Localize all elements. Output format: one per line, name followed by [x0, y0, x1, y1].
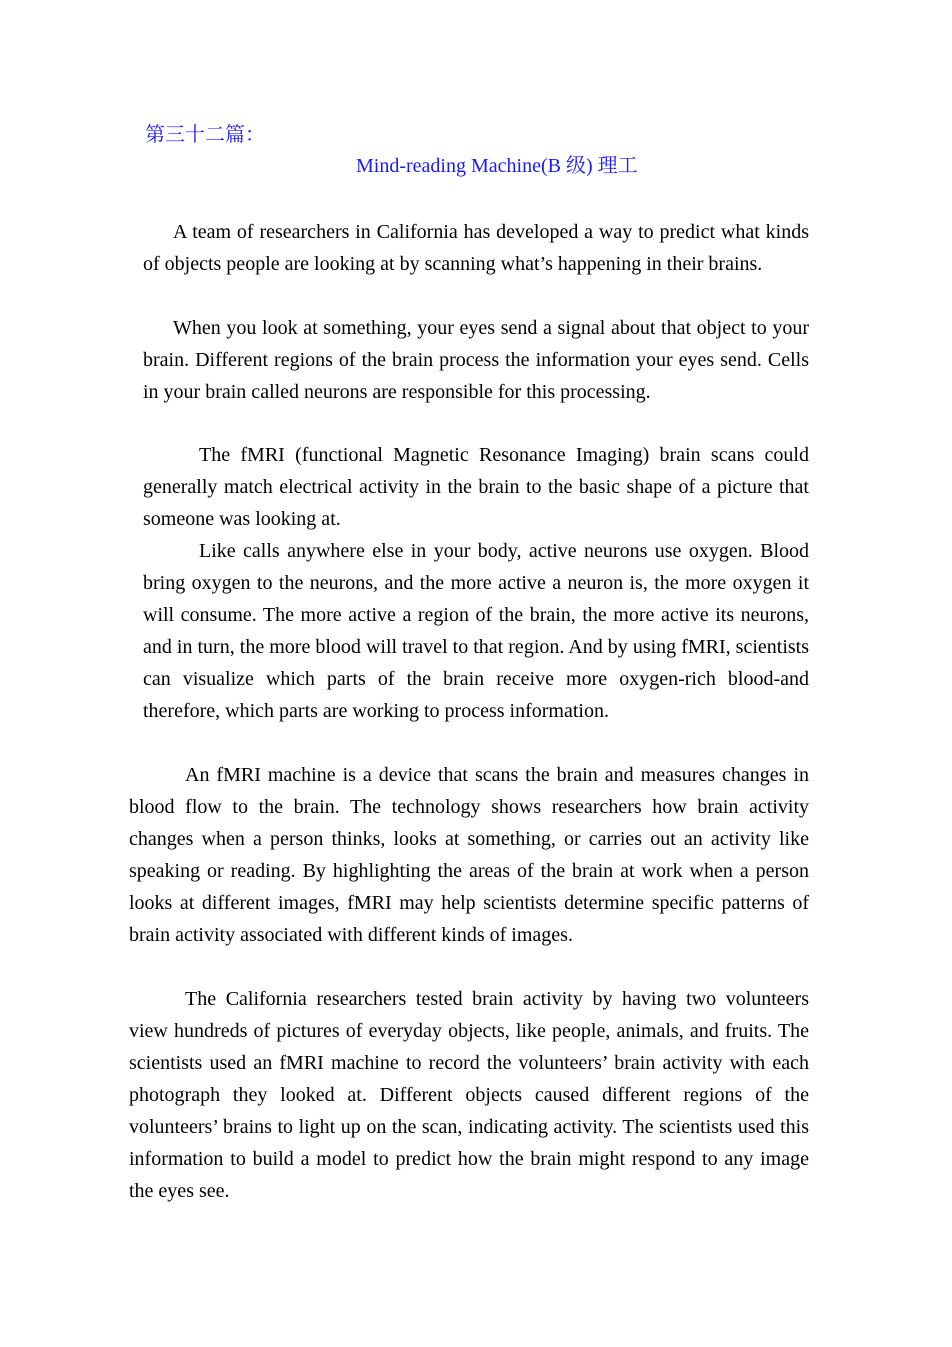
paragraph-2: When you look at something, your eyes send a signal about that object to your brain. Different regions of the brain process the information your eyes send. Cells in your brain called neurons are responsible for this processing. [143, 317, 809, 403]
paragraph-1: A team of researchers in California has developed a way to predict what kinds of objects people are looking at by scanning what’s happening in their brains. [143, 221, 809, 275]
article-title: Mind-reading Machine(B 级) 理工 [356, 155, 638, 177]
section-heading: 第三十二篇： [145, 124, 265, 146]
paragraph-4: Like calls anywhere else in your body, active neurons use oxygen. Blood bring oxygen to the neurons, and the more active a neuron is, the more oxygen it will consume. The more active a region of the brain, the more active its neurons, and in turn, the more blood will travel to that region. And by using fMRI, scientists can visualize which parts of the brain receive more oxygen-rich blood-and therefore, which parts are working to process information. [143, 540, 809, 722]
paragraph-6: The California researchers tested brain activity by having two volunteers view hundreds of pictures of everyday objects, like people, animals, and fruits. The scientists used an fMRI machine to record the volunteers’ brain activity with each photograph they looked at. Different objects caused different regions of the volunteers’ brains to light up on the scan, indicating activity. The scientists used this information to build a model to predict how the brain might respond to any image the eyes see. [129, 988, 809, 1202]
paragraph-3: The fMRI (functional Magnetic Resonance Imaging) brain scans could generally match electrical activity in the brain to the basic shape of a picture that someone was looking at. [143, 444, 809, 530]
paragraph-5: An fMRI machine is a device that scans the brain and measures changes in blood flow to the brain. The technology shows researchers how brain activity changes when a person thinks, looks at something, or carries out an activity like speaking or reading. By highlighting the areas of the brain at work when a person looks at different images, fMRI may help scientists determine specific patterns of brain activity associated with different kinds of images. [129, 764, 809, 946]
